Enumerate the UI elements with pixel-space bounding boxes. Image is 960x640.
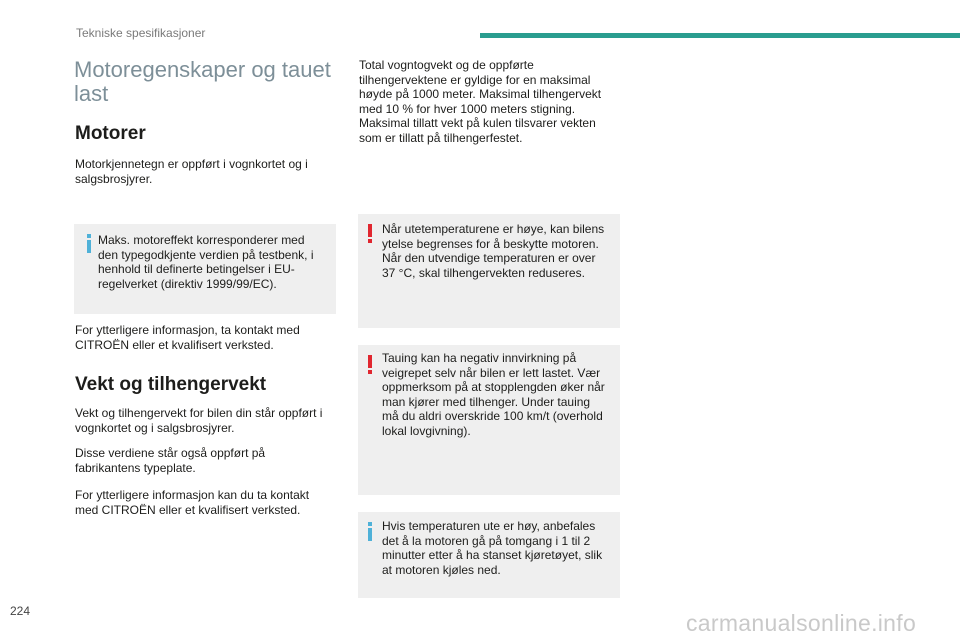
header-accent-bar: [480, 33, 960, 38]
contact-text: For ytterligere informasjon, ta kontakt med CITROËN eller et kvalifisert verksted.: [75, 323, 300, 352]
engines-text: Motorkjennetegn er oppført i vognkortet og i salgsbrosjyrer.: [75, 157, 308, 186]
info-box-text: Hvis temperaturen ute er høy, anbefales det å la motoren gå på tomgang i 1 til 2 minutter etter å ha stanset kjøretøyet, slik at motoren kjøles ned.: [382, 519, 603, 577]
typeplate-text: Disse verdiene står også oppført på fabrikantens typeplate.: [75, 446, 266, 475]
info-box-text: Maks. motoreffekt korresponderer med den typegodkjente verdien på testbenk, i henhold til definerte betingelser i EU-regelverket (direktiv 1999/99/EC).: [98, 233, 314, 291]
warning-box-text: Tauing kan ha negativ innvirkning på veigrepet selv når bilen er lett lastet. Vær oppmerksom på at stopplengden øker når man kjører med tilhenger. Under tauing må du aldri overskride 100 km/t (overhold lokal lovgivning).: [382, 351, 605, 438]
warning-box-towing: [358, 345, 620, 495]
page-number: 224: [10, 604, 31, 618]
weight-text: Vekt og tilhengervekt for bilen din står oppført i vognkortet og i salgsbrosjyrer.: [75, 406, 323, 435]
warning-box-text: Når utetemperaturene er høye, kan bilens ytelse begrenses for å beskytte motoren. Når den utvendige temperaturen er over 37 °C, skal tilhengervekten reduseres.: [382, 222, 605, 280]
engines-heading: Motorer: [75, 123, 146, 144]
page-title: Motoregenskaper og tauet last: [74, 57, 331, 106]
info-box-engine-power: [74, 224, 336, 314]
warning-box-temperature: [358, 214, 620, 328]
section-header: Tekniske spesifikasjoner: [76, 26, 206, 40]
gcw-text: Total vogntogvekt og de oppførte tilhengervektene er gyldige for en maksimal høyde på 1000 meter. Maksimal tilhengervekt med 10 % for hver 1000 meters stigning. Maksimal tillatt vekt på kulen tilsvarer vekten som er tillatt på tilhengerfestet.: [359, 58, 602, 145]
watermark: carmanualsonline.info: [686, 610, 917, 636]
contact-text-2: For ytterligere informasjon kan du ta kontakt med CITROËN eller et kvalifisert verksted.: [75, 488, 310, 517]
info-box-idle: [358, 512, 620, 598]
weight-heading: Vekt og tilhengervekt: [75, 374, 267, 395]
